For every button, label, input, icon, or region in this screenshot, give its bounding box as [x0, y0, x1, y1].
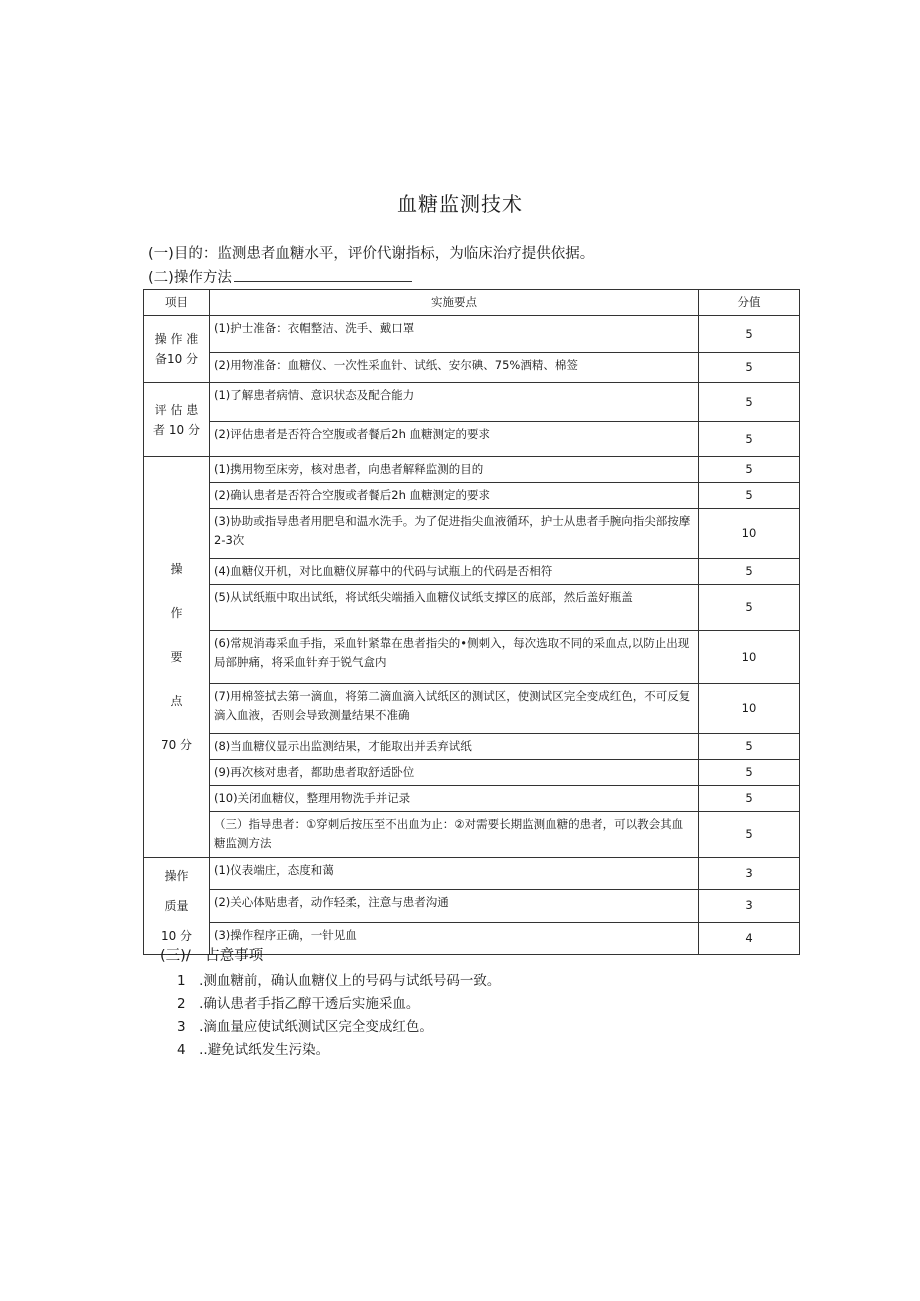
note-item: 2 .确认患者手指乙醇干透后实施采血。 — [177, 996, 420, 1012]
item-text: (3)协助或指导患者用肥皂和温水洗手。为了促进指尖血液循环，护士从患者手腕向指尖部按摩2-3次 — [210, 509, 699, 559]
item-score: 5 — [699, 786, 800, 812]
section-name-line: 作 — [170, 606, 183, 620]
table-row — [144, 457, 800, 483]
item-text: (2)关心体贴患者，动作轻柔，注意与患者沟通 — [210, 890, 699, 922]
section-name-line: 评 估 患 — [154, 402, 199, 417]
item-text: (2)确认患者是否符合空腹或者餐后2h 血糖测定的要求 — [210, 483, 699, 509]
section-name-line: 10 分 — [160, 929, 193, 943]
item-text: (1)护士准备：衣帽整洁、洗手、戴口罩 — [210, 316, 699, 353]
item-score: 4 — [699, 922, 800, 954]
method-line — [148, 266, 412, 287]
table-row — [144, 483, 800, 509]
item-text: (2)用物准备：血糖仪、一次性采血针、试纸、安尔碘、75%酒精、棉签 — [210, 353, 699, 383]
note-item: 3 .滴血量应使试纸测试区完全变成红色。 — [177, 1019, 433, 1035]
item-score: 3 — [699, 858, 800, 890]
table-row — [144, 422, 800, 457]
item-score: 10 — [699, 509, 800, 559]
section-name — [144, 383, 210, 457]
item-score: 5 — [699, 457, 800, 483]
section-name-line: 70 分 — [160, 738, 193, 752]
item-text: (1)仪表端庄，态度和蔼 — [210, 858, 699, 890]
table-row — [144, 786, 800, 812]
item-text: (4)血糖仪开机，对比血糖仪屏幕中的代码与试瓶上的代码是否相符 — [210, 559, 699, 585]
item-text: (9)再次核对患者，都助患者取舒适卧位 — [210, 760, 699, 786]
item-score: 5 — [699, 812, 800, 858]
item-score: 5 — [699, 734, 800, 760]
section-name — [144, 858, 210, 955]
item-score: 10 — [699, 631, 800, 684]
page-title: 血糖监测技术 — [397, 192, 523, 216]
item-score: 5 — [699, 353, 800, 383]
section-name-line: 者 10 分 — [153, 422, 200, 437]
header-score: 分值 — [699, 290, 800, 316]
note-item: 1 .测血糖前，确认血糖仪上的号码与试纸号码一致。 — [177, 973, 501, 989]
table-header-row — [144, 290, 800, 316]
section-name-line: 质量 — [164, 899, 189, 913]
scoring-table — [143, 289, 800, 955]
item-score: 10 — [699, 684, 800, 734]
item-text: (1)携用物至床旁，核对患者，向患者解释监测的目的 — [210, 457, 699, 483]
item-text: (7)用棉签拭去第一滴血，将第二滴血滴入试纸区的测试区，使测试区完全变成红色，不可反复滴入血液，否则会导致测量结果不准确 — [210, 684, 699, 734]
method-label: (二)操作方法 — [148, 270, 232, 286]
method-blank — [234, 267, 412, 282]
section-name-line: 操 作 准 — [154, 332, 199, 346]
item-text: （三）指导患者：①穿刺后按压至不出血为止：②对需要长期监测血糖的患者，可以教会其血糖监测方法 — [210, 812, 699, 858]
item-score: 5 — [699, 316, 800, 353]
item-score: 5 — [699, 483, 800, 509]
item-score: 3 — [699, 890, 800, 922]
table-row — [144, 812, 800, 858]
section-name-line: 操 — [170, 562, 183, 576]
notes-heading: (三)/ 占意事项 — [160, 948, 264, 964]
item-score: 5 — [699, 760, 800, 786]
item-score: 5 — [699, 559, 800, 585]
item-text: (5)从试纸瓶中取出试纸，将试纸尖端插入血糖仪试纸支撑区的底部，然后盖好瓶盖 — [210, 585, 699, 631]
item-text: (3)操作程序正确，一针见血 — [210, 922, 699, 954]
item-score: 5 — [699, 422, 800, 457]
table-row — [144, 858, 800, 890]
item-text: (1)了解患者病情、意识状态及配合能力 — [210, 383, 699, 422]
table-row — [144, 383, 800, 422]
table-row — [144, 316, 800, 353]
table-row — [144, 585, 800, 631]
table-row — [144, 684, 800, 734]
item-text: (2)评估患者是否符合空腹或者餐后2h 血糖测定的要求 — [210, 422, 699, 457]
section-name-line: 点 — [170, 694, 183, 708]
table-row — [144, 559, 800, 585]
section-name-line: 备10 分 — [154, 352, 199, 366]
table-row — [144, 353, 800, 383]
item-score: 5 — [699, 585, 800, 631]
purpose-line: (一)目的：监测患者血糖水平，评价代谢指标，为临床治疗提供依据。 — [148, 246, 595, 262]
table-row — [144, 509, 800, 559]
header-item: 项目 — [144, 290, 210, 316]
note-item: 4 ..避免试纸发生污染。 — [177, 1042, 330, 1058]
table-row — [144, 760, 800, 786]
section-name — [144, 457, 210, 858]
table-row — [144, 631, 800, 684]
table-row — [144, 890, 800, 922]
item-score: 5 — [699, 383, 800, 422]
section-name-line: 操作 — [164, 869, 189, 883]
item-text: (8)当血糖仪显示出监测结果，才能取出并丢弃试纸 — [210, 734, 699, 760]
section-name — [144, 316, 210, 383]
table-row — [144, 734, 800, 760]
section-name-line: 要 — [170, 650, 183, 664]
item-text: (10)关闭血糖仪，整理用物洗手并记录 — [210, 786, 699, 812]
item-text: (6)常规消毒采血手指，采血针紧靠在患者指尖的•侧刺入，每次选取不同的采血点,以防止出现局部肿痛，将采血针弃于锐气盒内 — [210, 631, 699, 684]
header-points: 实施要点 — [210, 290, 699, 316]
